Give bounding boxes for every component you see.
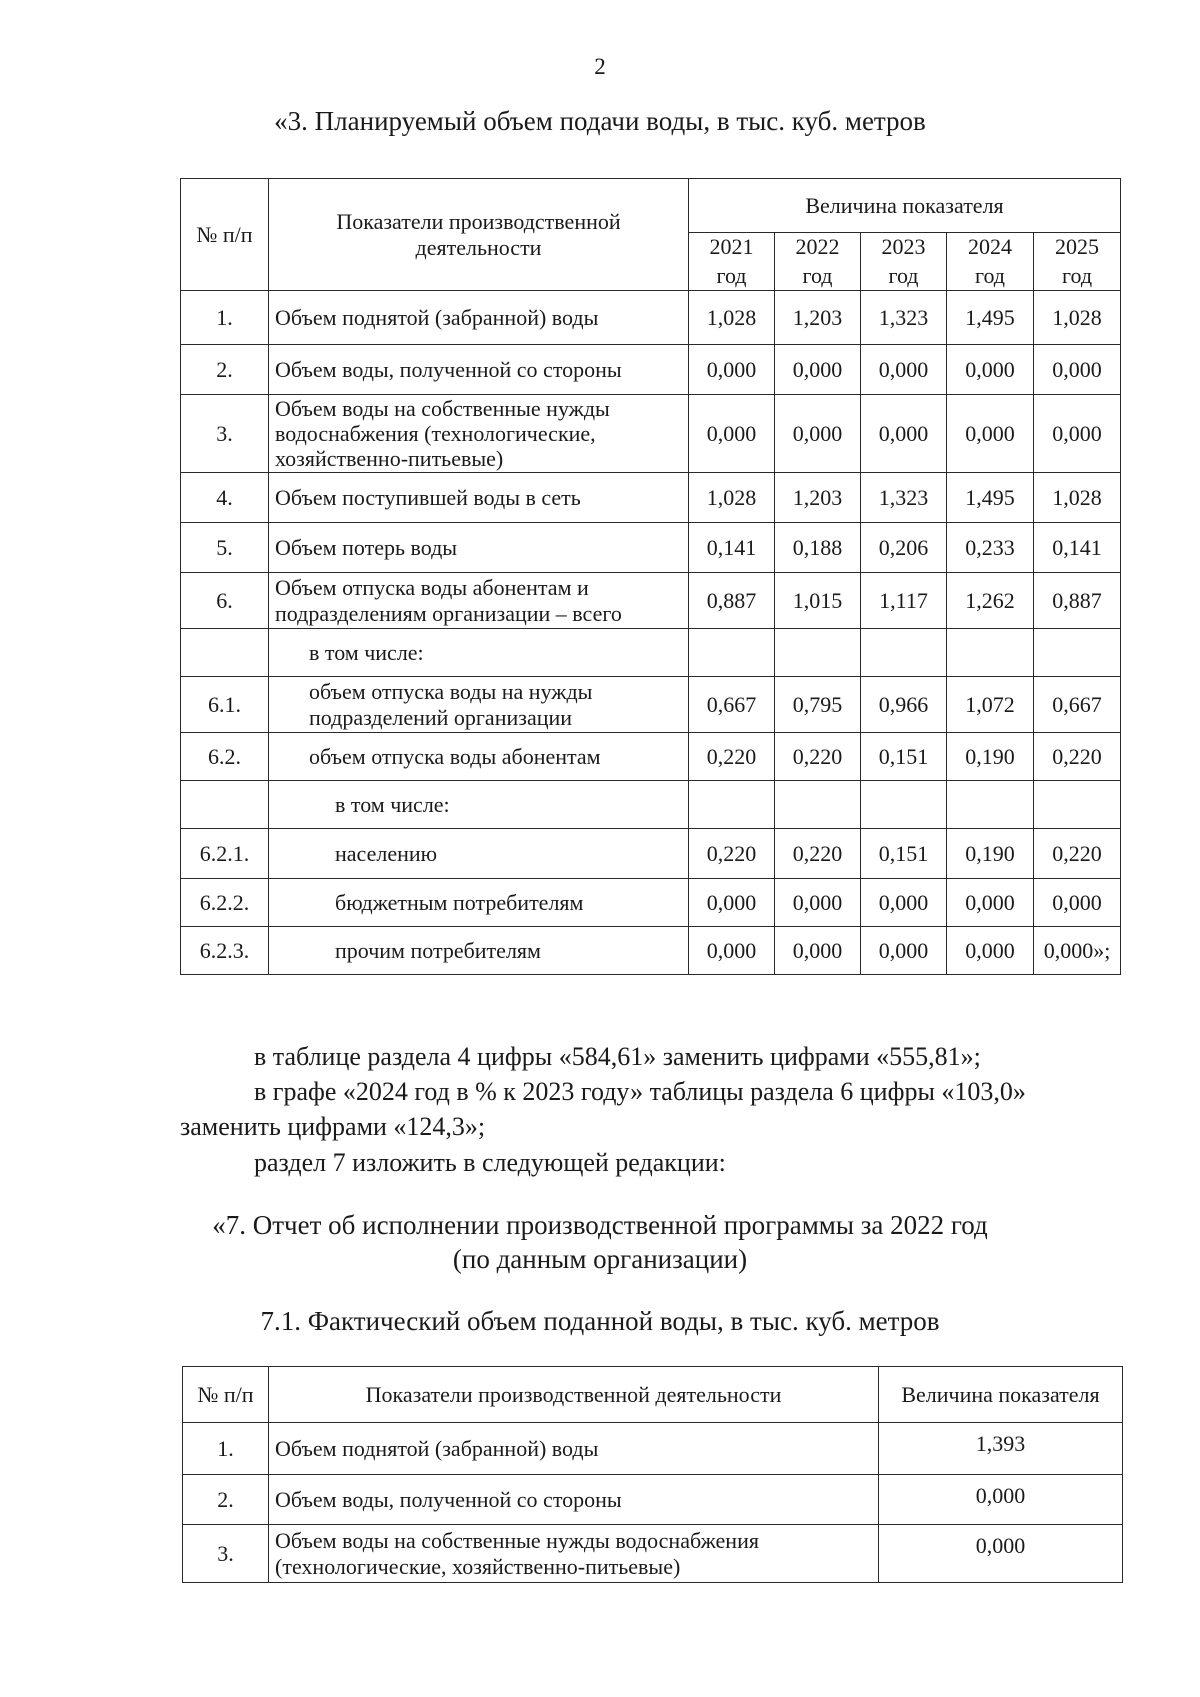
- value-cell: [947, 629, 1034, 677]
- table-row: [181, 473, 1121, 523]
- section7-title-line1: «7. Отчет об исполнении производственной программы за 2022 год: [212, 1210, 988, 1240]
- year-unit: год: [716, 262, 747, 288]
- year-unit: год: [1061, 262, 1093, 288]
- page-number: 2: [594, 54, 606, 79]
- value-cell: [861, 629, 947, 677]
- row-label: Объем воды, полученной со стороны: [269, 345, 689, 395]
- value-cell: 0,000: [879, 1525, 1123, 1583]
- value-cell: 0,000: [1034, 879, 1121, 927]
- row-label: Объем воды, полученной со стороны: [269, 1475, 879, 1525]
- table-row: [181, 677, 1121, 733]
- row-number: 1.: [183, 1423, 269, 1475]
- value-cell: 0,000: [947, 927, 1034, 975]
- paragraph-2b: заменить цифрами «124,3»;: [180, 1112, 486, 1141]
- table-row: [181, 879, 1121, 927]
- table-row: [183, 1525, 1123, 1583]
- row-number: [181, 629, 269, 677]
- value-cell: 0,141: [1034, 523, 1121, 573]
- value-cell: 1,495: [947, 473, 1034, 523]
- row-number: 6.1.: [181, 677, 269, 733]
- value-cell: 1,072: [947, 677, 1034, 733]
- value-cell: [775, 629, 861, 677]
- year-unit: год: [888, 262, 919, 288]
- value-cell: 0,000: [861, 395, 947, 473]
- value-cell: 1,495: [947, 291, 1034, 345]
- section7-title-line2: (по данным организации): [452, 1244, 748, 1274]
- row-number: 5.: [181, 523, 269, 573]
- value-cell: 0,190: [947, 733, 1034, 781]
- s7-header-value: Величина показателя: [879, 1367, 1123, 1423]
- value-cell: 0,887: [689, 573, 775, 629]
- row-number: 6.2.3.: [181, 927, 269, 975]
- row-number: 3.: [183, 1525, 269, 1583]
- row-number: 3.: [181, 395, 269, 473]
- value-cell: 0,000: [689, 345, 775, 395]
- value-cell: 0,220: [1034, 829, 1121, 879]
- row-number: 6.2.2.: [181, 879, 269, 927]
- table-row: [181, 781, 1121, 829]
- value-cell: 0,206: [861, 523, 947, 573]
- row-label: бюджетным потребителям: [269, 879, 689, 927]
- year-number: 2023: [881, 234, 926, 259]
- table-row: [183, 1475, 1123, 1525]
- value-cell: 1,393: [879, 1423, 1123, 1475]
- value-cell: [947, 781, 1034, 829]
- table-row: [181, 291, 1121, 345]
- section7-subtitle: 7.1. Фактический объем поданной воды, в тыс. куб. метров: [260, 1306, 940, 1336]
- table-row: [181, 629, 1121, 677]
- row-label: Объем воды на собственные нужды водоснабжения (технологические, хозяйственно-питьевые): [269, 1525, 879, 1583]
- row-label: Объем поднятой (забранной) воды: [269, 291, 689, 345]
- value-cell: 0,000: [947, 345, 1034, 395]
- value-cell: 1,015: [775, 573, 861, 629]
- row-label: объем отпуска воды на нужды подразделений организации: [269, 677, 689, 733]
- value-cell: 0,000: [689, 879, 775, 927]
- value-cell: 0,000: [775, 927, 861, 975]
- value-cell: 0,000: [879, 1475, 1123, 1525]
- row-label: Объем отпуска воды абонентам и подразделениям организации – всего: [269, 573, 689, 629]
- paragraph-3: раздел 7 изложить в следующей редакции:: [254, 1148, 726, 1177]
- row-number: 4.: [181, 473, 269, 523]
- header-year: [689, 233, 775, 291]
- year-number: 2021: [709, 234, 754, 259]
- row-number: 1.: [181, 291, 269, 345]
- row-label: объем отпуска воды абонентам: [269, 733, 689, 781]
- table-row: [181, 733, 1121, 781]
- year-number: 2024: [968, 234, 1012, 259]
- value-cell: 0,000: [861, 927, 947, 975]
- value-cell: 0,000: [775, 345, 861, 395]
- value-cell: 0,000: [1034, 345, 1121, 395]
- value-cell: 0,887: [1034, 573, 1121, 629]
- header-year: [861, 233, 947, 291]
- paragraph-2a: в графе «2024 год в % к 2023 году» таблицы раздела 6 цифры «103,0»: [254, 1077, 1026, 1106]
- table-row: [181, 345, 1121, 395]
- value-cell: 0,000: [689, 395, 775, 473]
- value-cell: 0,000: [947, 395, 1034, 473]
- row-number: 2.: [181, 345, 269, 395]
- header-value: Величина показателя: [689, 179, 1121, 233]
- value-cell: [861, 781, 947, 829]
- row-label: Объем поднятой (забранной) воды: [269, 1423, 879, 1475]
- value-cell: 0,233: [947, 523, 1034, 573]
- value-cell: 0,000: [689, 927, 775, 975]
- table-row: [181, 523, 1121, 573]
- value-cell: 0,151: [861, 829, 947, 879]
- value-cell: 0,966: [861, 677, 947, 733]
- table-row: [181, 573, 1121, 629]
- value-cell: 0,220: [775, 733, 861, 781]
- value-cell: 1,323: [861, 473, 947, 523]
- row-number: 6.2.: [181, 733, 269, 781]
- year-number: 2025: [1055, 234, 1100, 259]
- row-label: населению: [269, 829, 689, 879]
- value-cell: 0,000»;: [1034, 927, 1121, 975]
- value-cell: 1,028: [689, 473, 775, 523]
- section3-title: «3. Планируемый объем подачи воды, в тыс. куб. метров: [274, 106, 926, 136]
- year-unit: год: [974, 262, 1006, 288]
- planned-water-table: [180, 178, 1121, 975]
- header-num: № п/п: [181, 179, 269, 291]
- header-year: [775, 233, 861, 291]
- value-cell: 0,141: [689, 523, 775, 573]
- value-cell: 1,323: [861, 291, 947, 345]
- row-number: [181, 781, 269, 829]
- value-cell: 1,028: [1034, 291, 1121, 345]
- value-cell: 0,220: [689, 733, 775, 781]
- value-cell: 1,203: [775, 291, 861, 345]
- value-cell: 0,220: [1034, 733, 1121, 781]
- row-label: прочим потребителям: [269, 927, 689, 975]
- s7-header-num: № п/п: [183, 1367, 269, 1423]
- value-cell: 0,188: [775, 523, 861, 573]
- row-label: в том числе:: [269, 781, 689, 829]
- value-cell: [1034, 629, 1121, 677]
- value-cell: [775, 781, 861, 829]
- table-row: [181, 829, 1121, 879]
- row-number: 2.: [183, 1475, 269, 1525]
- value-cell: 0,000: [861, 879, 947, 927]
- value-cell: 0,795: [775, 677, 861, 733]
- value-cell: 0,000: [861, 345, 947, 395]
- actual-water-table: [182, 1366, 1123, 1583]
- year-number: 2022: [795, 234, 840, 259]
- value-cell: 0,220: [689, 829, 775, 879]
- value-cell: [689, 781, 775, 829]
- year-unit: год: [802, 262, 833, 288]
- value-cell: 1,203: [775, 473, 861, 523]
- row-number: 6.: [181, 573, 269, 629]
- value-cell: 1,117: [861, 573, 947, 629]
- value-cell: 0,667: [1034, 677, 1121, 733]
- value-cell: 0,220: [775, 829, 861, 879]
- paragraph-1: в таблице раздела 4 цифры «584,61» заменить цифрами «555,81»;: [254, 1042, 981, 1071]
- table-row: [183, 1423, 1123, 1475]
- value-cell: [1034, 781, 1121, 829]
- header-year: [947, 233, 1034, 291]
- table-row: [181, 927, 1121, 975]
- value-cell: [689, 629, 775, 677]
- value-cell: 1,028: [1034, 473, 1121, 523]
- value-cell: 0,000: [1034, 395, 1121, 473]
- header-indicator: Показатели производственной деятельности: [269, 179, 689, 291]
- value-cell: 0,151: [861, 733, 947, 781]
- value-cell: 1,028: [689, 291, 775, 345]
- header-year: [1034, 233, 1121, 291]
- value-cell: 0,667: [689, 677, 775, 733]
- row-label: Объем потерь воды: [269, 523, 689, 573]
- row-label: Объем воды на собственные нужды водоснабжения (технологические, хозяйственно-питьевые): [269, 395, 689, 473]
- table-row: [181, 395, 1121, 473]
- row-number: 6.2.1.: [181, 829, 269, 879]
- value-cell: 0,000: [775, 395, 861, 473]
- value-cell: 0,000: [947, 879, 1034, 927]
- row-label: в том числе:: [269, 629, 689, 677]
- value-cell: 0,190: [947, 829, 1034, 879]
- s7-header-indicator: Показатели производственной деятельности: [269, 1367, 879, 1423]
- row-label: Объем поступившей воды в сеть: [269, 473, 689, 523]
- value-cell: 1,262: [947, 573, 1034, 629]
- value-cell: 0,000: [775, 879, 861, 927]
